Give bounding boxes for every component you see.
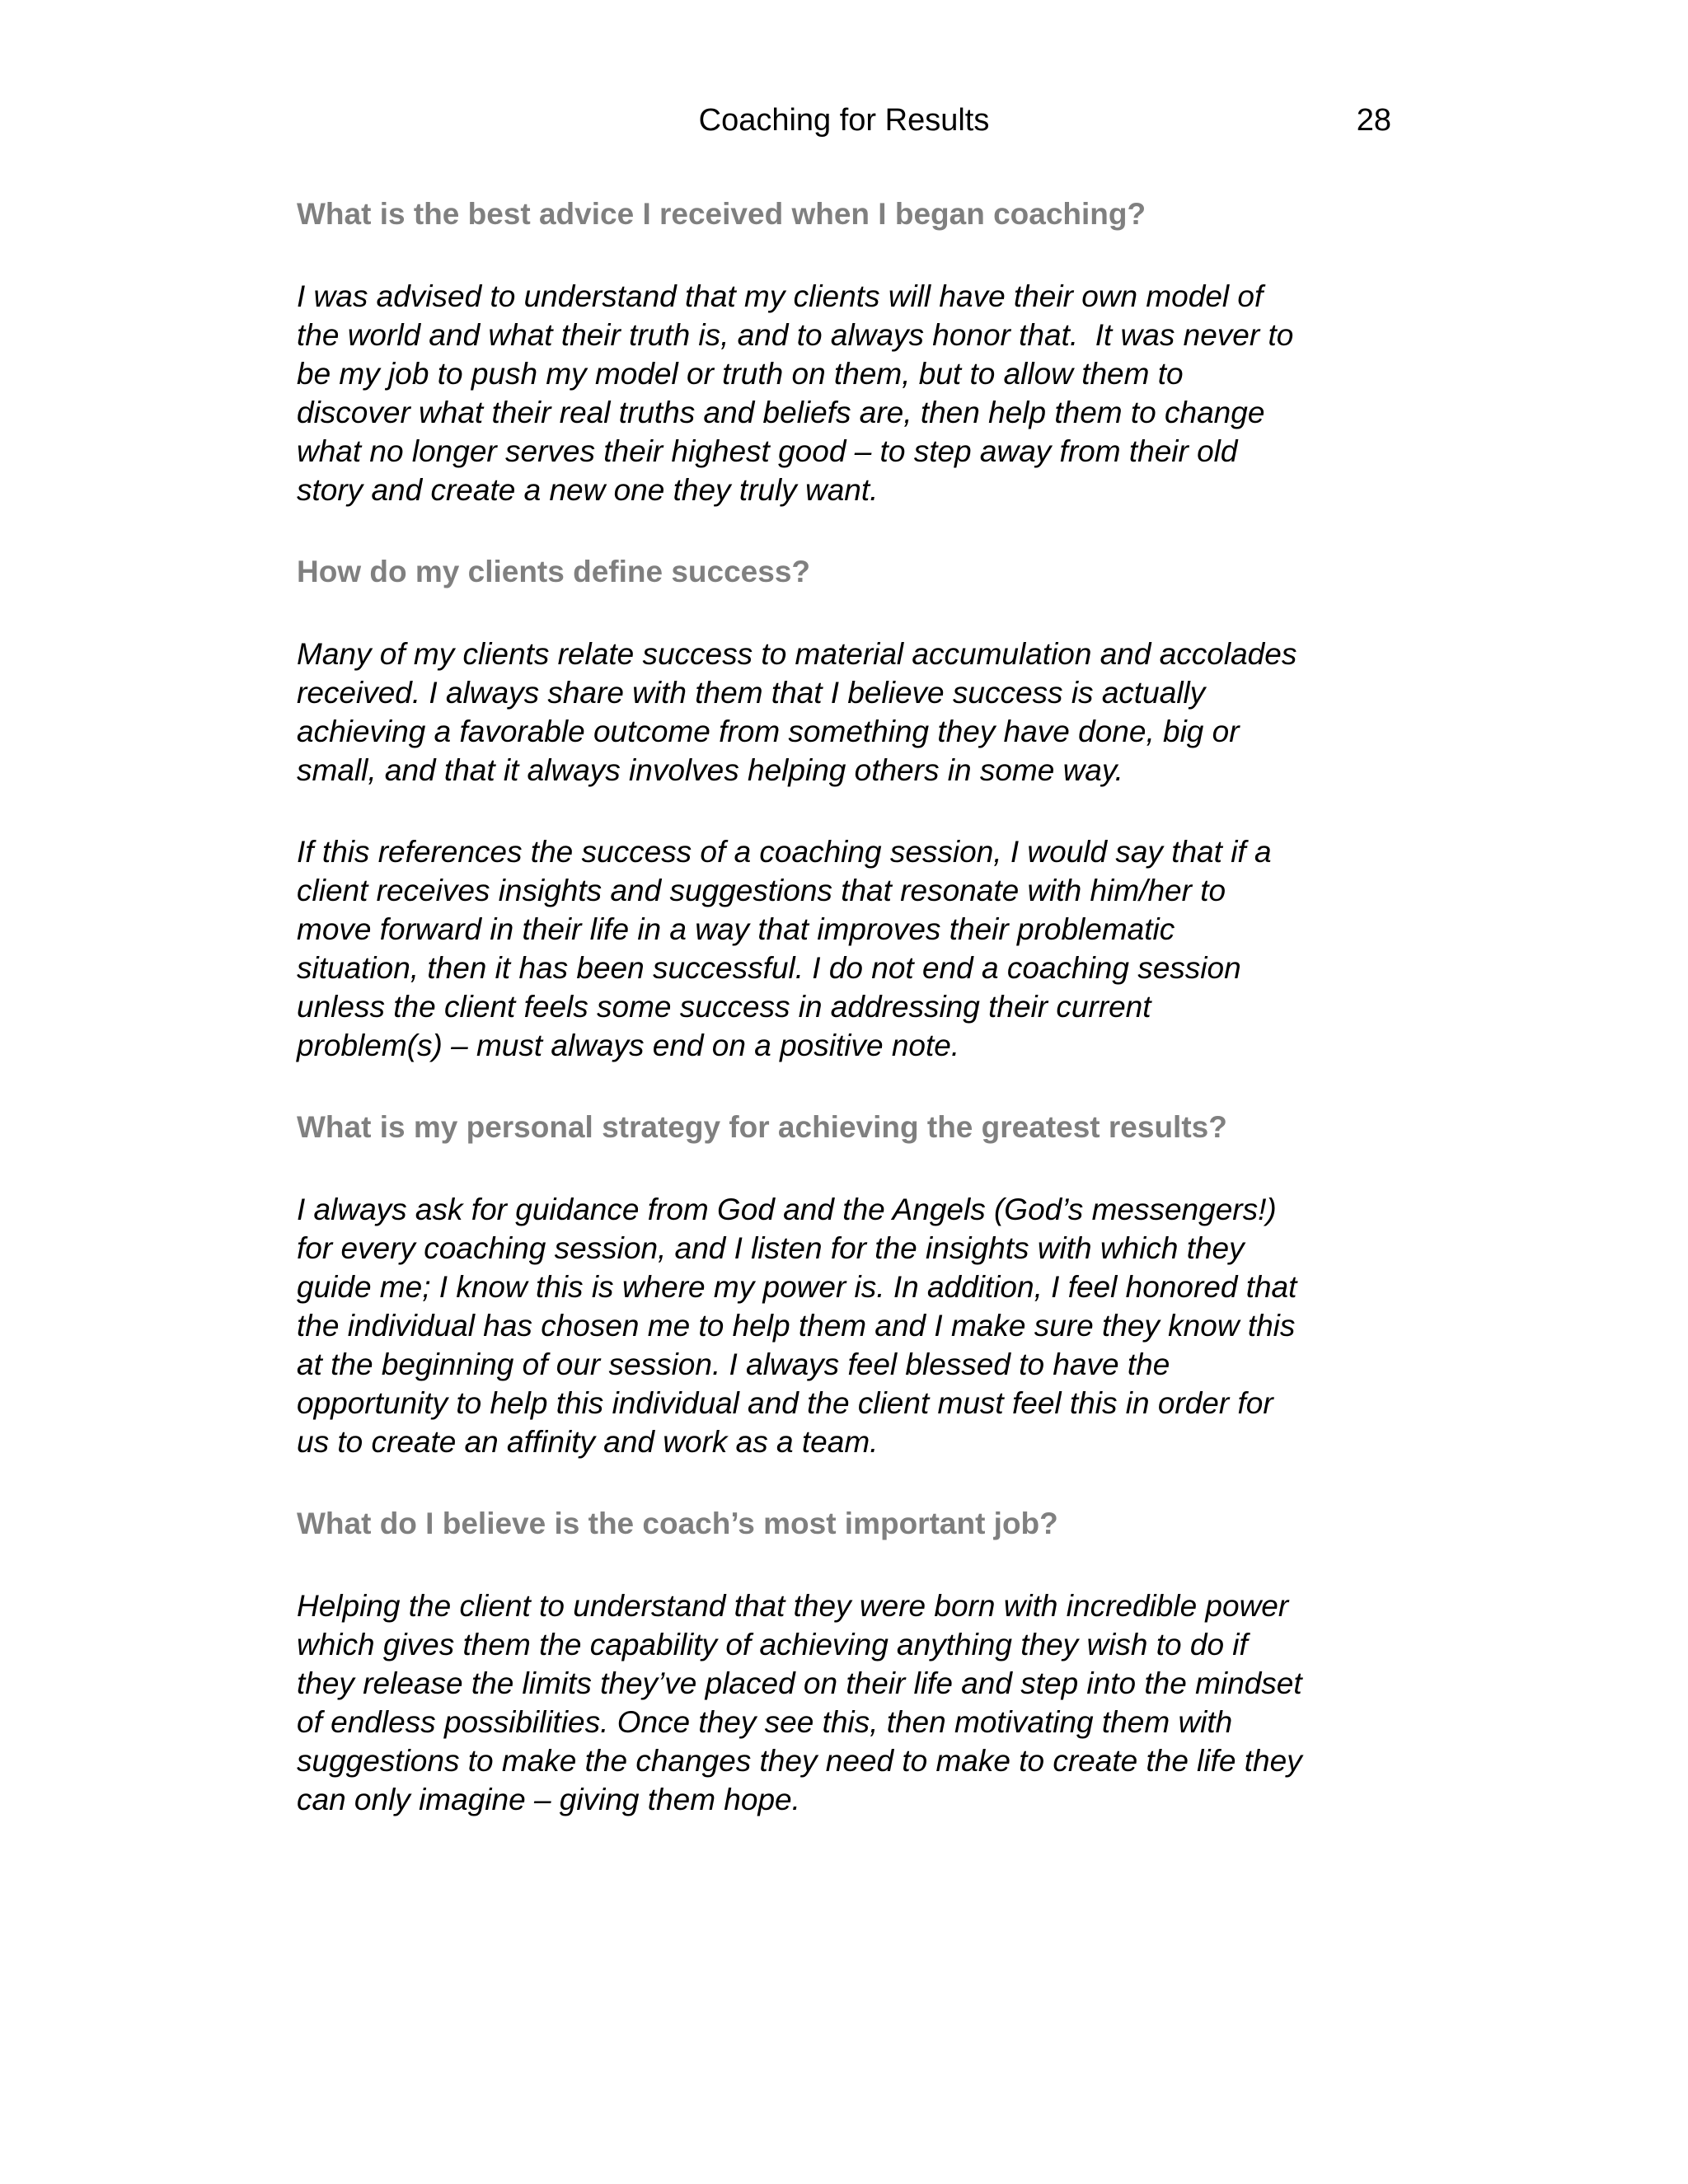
text-line: story and create a new one they truly want. [297, 473, 879, 507]
section-question: How do my clients define success? [297, 555, 811, 588]
text-line: unless the client feels some success in addressing their current [297, 990, 1151, 1024]
answer-paragraph [297, 1190, 1401, 1461]
text-line: of endless possibilities. Once they see this, then motivating them with [297, 1705, 1233, 1739]
text-line: client receives insights and suggestions that resonate with him/her to [297, 874, 1226, 907]
text-line: situation, then it has been successful. I do not end a coaching session [297, 951, 1241, 985]
answer-paragraph [297, 1586, 1401, 1819]
answer-paragraph [297, 832, 1401, 1065]
text-line: achieving a favorable outcome from something they have done, big or [297, 715, 1240, 748]
page-body [297, 194, 1401, 1819]
section-question: What is my personal strategy for achieving the greatest results? [297, 1110, 1227, 1144]
text-line: which gives them the capability of achieving anything they wish to do if [297, 1628, 1248, 1661]
text-line: move forward in their life in a way that improves their problematic [297, 912, 1175, 946]
text-line: problem(s) – must always end on a positive note. [297, 1029, 960, 1062]
text-line: at the beginning of our session. I always feel blessed to have the [297, 1347, 1170, 1381]
text-line: suggestions to make the changes they need to make to create the life they [297, 1744, 1302, 1778]
text-line: the individual has chosen me to help them and I make sure they know this [297, 1309, 1296, 1343]
text-line: the world and what their truth is, and to always honor that. It was never to [297, 318, 1294, 352]
text-line: can only imagine – giving them hope. [297, 1783, 800, 1816]
text-line: what no longer serves their highest good – to step away from their old [297, 434, 1238, 468]
text-line: received. I always share with them that I believe success is actually [297, 676, 1206, 710]
header-title: Coaching for Results [698, 103, 990, 138]
section-question: What do I believe is the coach’s most important job? [297, 1507, 1058, 1540]
running-header [0, 97, 1688, 143]
text-line: for every coaching session, and I listen for the insights with which they [297, 1231, 1245, 1265]
text-line: us to create an affinity and work as a team. [297, 1425, 879, 1459]
text-line: Helping the client to understand that they were born with incredible power [297, 1589, 1289, 1623]
text-line: guide me; I know this is where my power is. In addition, I feel honored that [297, 1270, 1297, 1304]
text-line: I always ask for guidance from God and the Angels (God’s messengers!) [297, 1193, 1277, 1226]
page-number: 28 [1356, 103, 1391, 138]
section-question: What is the best advice I received when I began coaching? [297, 197, 1146, 231]
text-line: small, and that it always involves helping others in some way. [297, 753, 1123, 787]
text-line: discover what their real truths and beliefs are, then help them to change [297, 396, 1265, 429]
text-line: they release the limits they’ve placed on their life and step into the mindset [297, 1666, 1302, 1700]
text-line: opportunity to help this individual and the client must feel this in order for [297, 1386, 1273, 1420]
text-line: Many of my clients relate success to material accumulation and accolades [297, 637, 1297, 671]
text-line: be my job to push my model or truth on them, but to allow them to [297, 357, 1184, 391]
text-line: If this references the success of a coaching session, I would say that if a [297, 835, 1272, 869]
answer-paragraph [297, 635, 1401, 790]
text-line: I was advised to understand that my clients will have their own model of [297, 279, 1264, 313]
answer-paragraph [297, 277, 1401, 509]
